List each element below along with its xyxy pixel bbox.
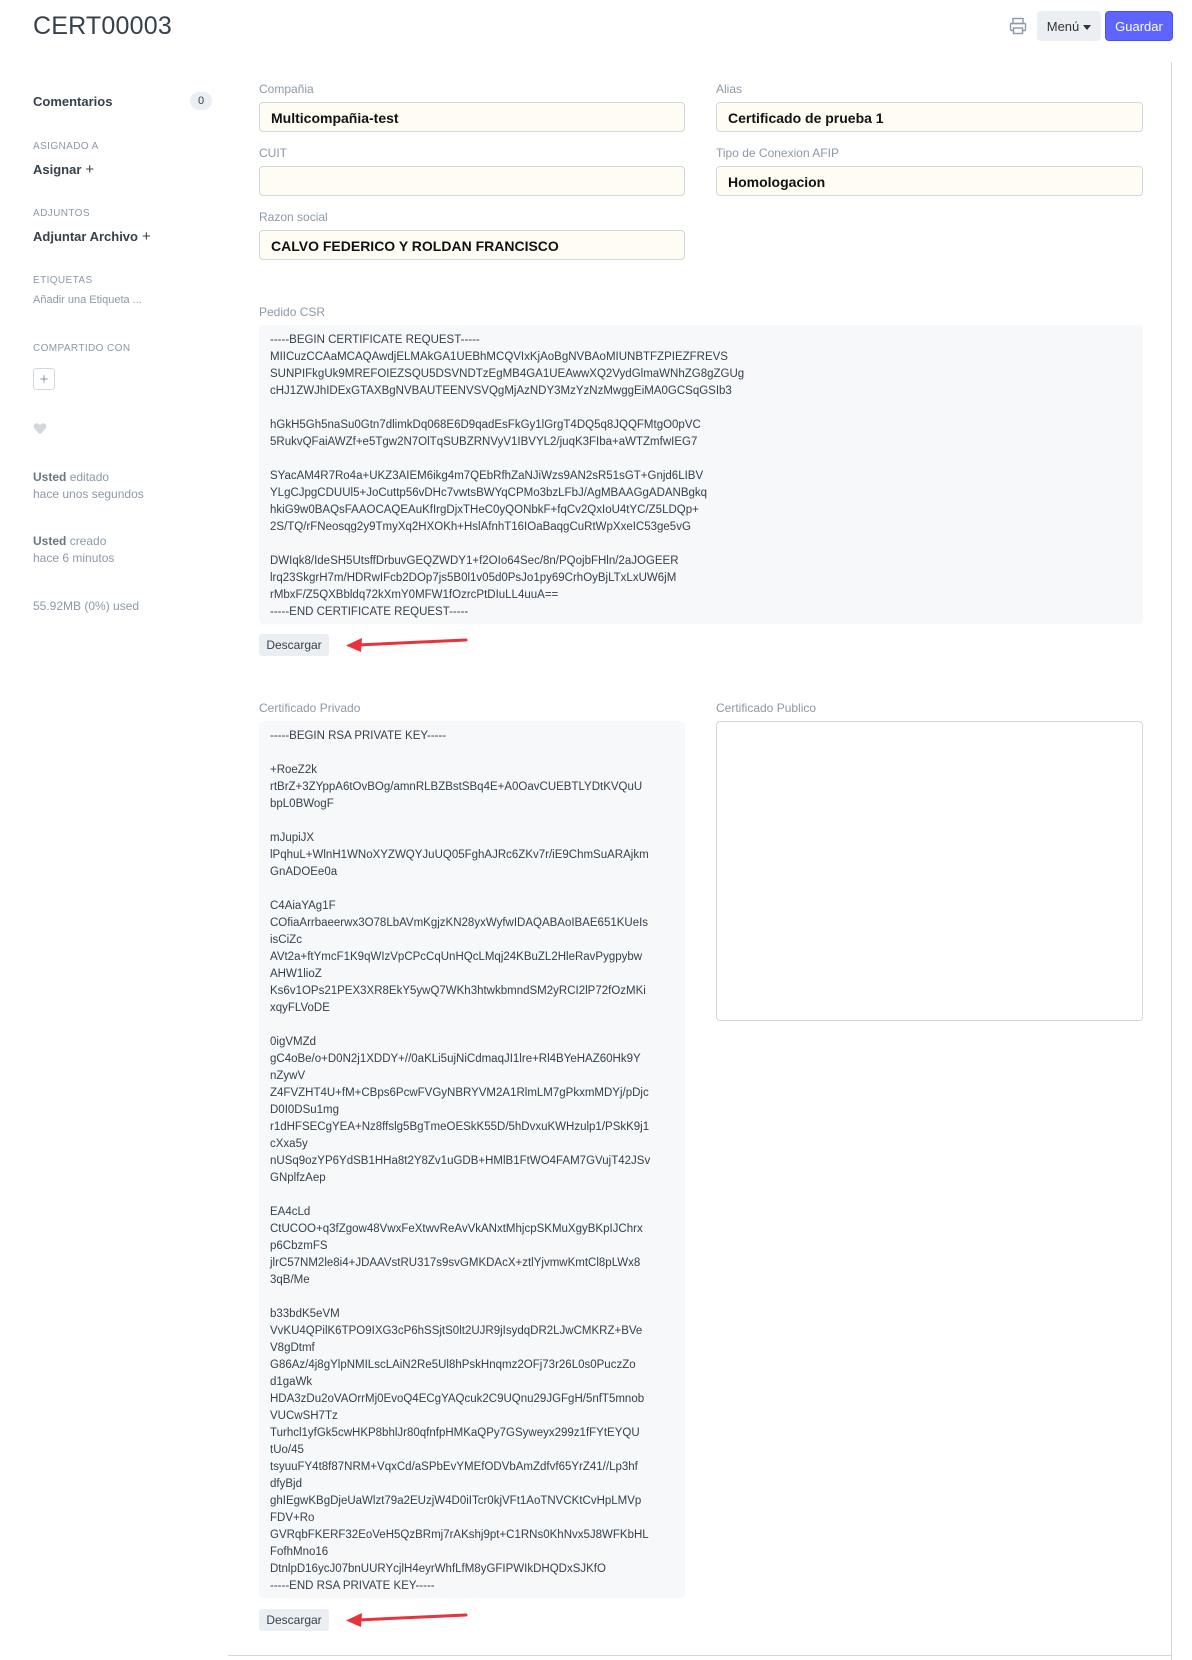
private-cert-text[interactable]: -----BEGIN RSA PRIVATE KEY----- +RoeZ2k rtBrZ+3ZYppA6tOvBOg/amnRLBZBstSBq4E+A0OavCUEBTLYDtKVQuU bpL0BWogF mJupiJX lPqhuL+WlnH1WNoXYZWQYJuUQ05FghAJRc6ZKv7r/iE9ChmSuARAjkm GnADOEe0a C4AiaYAg1F COfiaArrbaeerwx3O78LbAVmKgjzKN28yxWyfwIDAQABAoIBAE651KUeIs isCiZc AVt2a+ftYmcF1K9qWIzVpCPcCqUnHQcLMqj24KBuZL2HleRavPygpybw AHW1lioZ Ks6v1OPs21PEX3XR8EkY5ywQ7WKh3htwkbmndSM2yRCI2lP72fOzMKi xqyFLVoDE 0igVMZd gC4oBe/o+D0N2j1XDDY+//0aKLi5ujNiCdmaqJI1lre+Rl4BYeHAZ60Hk9Y nZywV Z4FVZHT4U+fM+CBps6PcwFVGyNBRYVM2A1RlmLM7gPkxmMDYj/pDjc D0I0DSu1mg r1dHFSECgYEA+Nz8ffslg5BgTmeOESkK55D/5hDvxuKWHzulp1/PSkK9j1 cXxa5y nUSq9ozYP6YdSB1HHa8t2Y8Zv1uGDB+HMlB1FtWO4FAM7GVujT42JSv GNplfzAep EA4cLd CtUCOO+q3fZgow48VwxFeXtwvReAvVkANxtMhjcpSKMuXgyBKpIJChrx p6CbzmFS jlrC57NM2le8i4+JDAAVstRU317s9svGMKDAcX+ztlYjvmwKmtCl8pLWx8 3qB/Me b33bdK5eVM VvKU4QPilK6TPO9IXG3cP6hSSjtS0lt2UJR9jIsydqDR2LJwCMKRZ+BVe V8gDtmf G86Az/4j8gYlpNMILscLAiN2Re5Ul8hPskHnqmz2OFj73r26L0s0PuczZo d1gaWk HDA3zDu2oVAOrrMj0EvoQ4ECgYAQcuk2C9UQnu29JGFgH/5nfT5mnob VUCwSH7Tz Turhcl1yfGk5cwHKP8bhlJr80qfnfpHMKaQPy7GSyweyx299z1fFYtEYQU tUo/45 tsyuuFY4t8f87NRM+VqxCd/aSPbEvYMEfODVbAmZdfvf65YrZ41//Lp3hf dfyBjd ghIEgwKBgDjeUaWlzt79a2EUzjW4D0iITcr0kjVFt1AoTNVCKtCvHpLMVp FDV+Ro GVRqbFKERF32EoVeH5QzBRmj7rAKshj9pt+C1RNs0KhNvx5J8WFKbHL FofhMno16 DtnlpD16ycJ07bnUURYcjlH4eyrWhfLfM8yGFIPWIkDHQDxSJKfO -----END RSA PRIVATE KEY----- bbox=[259, 721, 685, 1598]
attach-file-button[interactable] bbox=[33, 228, 151, 245]
razon-social-label: Razon social bbox=[259, 210, 328, 224]
content-border-right bbox=[1171, 62, 1172, 1660]
csr-text[interactable]: -----BEGIN CERTIFICATE REQUEST----- MIICuzCCAaMCAQAwdjELMAkGA1UEBhMCQVIxKjAoBgNVBAoMIUNBTFZPIEZFREVS SUNPIFkgUk9MREFOIEZSQU5DSVNDTzEgMB4GA1UEAwwXQ2VydGlmaWNhZG8gZGUg cHJ1ZWJhIDExGTAXBgNVBAUTEENVSVQgMjAzNDY3MzYzNzMwggEiMA0GCSqGSIb3 hGkH5Gh5naSu0Gtn7dlimkDq068E6D9qadEsFkGy1lGrgT4DQ5q8JQQFMtgO0pVC 5RukvQFaiAWZf+e5Tgw2N7OlTqSUBZRNVyV1IBVYL2/juqK3FIba+aWTZmfwIEG7 SYacAM4R7Ro4a+UKZ3AIEM6ikg4m7QEbRfhZaNJiWzs9AN2sR51sGT+Gnjd6LIBV YLgCJpgCDUUl5+JoCuttp56vDHc7vwtsBWYqCPMo3bzLFbJ/AgMBAAGgADANBgkq hkiG9w0BAQsFAAOCAQEAuKfIrgDjxTHeC0yQONbkF+fqCv2QxIoU4tYC/Z5LDQp+ 2S/TQ/rFNeosqg2y9TmyXq2HXOKh+HslAfnhT16IOaBaqgCuRtWpXxeIC53ge5vG DWIqk8/IdeSH5UtsffDrbuvGEQZWDY1+f2OIo64Sec/8n/PQojbFHln/2aJOGEER lrq23SkgrH7m/HDRwIFcb2DOp7js5B0l1v05d0PsJo1py69CrhOyBjLTxLxUW6jM rMbxF/Z5QXBbldq72kXmY0MFW1fOzrcPtDIuLL4uuA== -----END CERTIFICATE REQUEST----- bbox=[259, 325, 1143, 624]
edited-text: editado bbox=[69, 470, 110, 484]
page-title: CERT00003 bbox=[33, 12, 172, 40]
edited-activity bbox=[33, 469, 144, 503]
download-private-button[interactable]: Descargar bbox=[259, 1609, 329, 1631]
private-cert-label: Certificado Privado bbox=[259, 701, 361, 715]
razon-social-field[interactable]: CALVO FEDERICO Y ROLDAN FRANCISCO bbox=[259, 230, 685, 260]
arrow-annotation-icon bbox=[344, 634, 468, 654]
menu-button-label: Menú bbox=[1046, 18, 1080, 34]
assign-button[interactable] bbox=[33, 161, 94, 178]
content-border-bottom bbox=[228, 1655, 1172, 1656]
caret-down-icon bbox=[1083, 25, 1091, 30]
print-icon[interactable] bbox=[1008, 16, 1028, 36]
heart-icon[interactable] bbox=[33, 422, 47, 435]
attach-file-label: Adjuntar Archivo bbox=[33, 229, 138, 244]
plus-icon: + bbox=[141, 228, 151, 245]
connection-type-label: Tipo de Conexion AFIP bbox=[716, 146, 839, 160]
created-time: hace 6 minutos bbox=[33, 551, 115, 565]
edited-user: Usted bbox=[33, 470, 67, 484]
tags-heading: ETIQUETAS bbox=[33, 275, 93, 286]
created-text: creado bbox=[69, 534, 107, 548]
public-cert-text[interactable] bbox=[716, 721, 1143, 1021]
comments-count-badge: 0 bbox=[190, 92, 212, 110]
plus-icon: + bbox=[85, 161, 95, 178]
csr-label: Pedido CSR bbox=[259, 305, 326, 319]
assigned-heading: ASIGNADO A bbox=[33, 141, 99, 152]
company-field[interactable]: Multicompañia-test bbox=[259, 102, 685, 132]
created-user: Usted bbox=[33, 534, 67, 548]
download-csr-button[interactable]: Descargar bbox=[259, 634, 329, 656]
shared-heading: COMPARTIDO CON bbox=[33, 343, 131, 354]
menu-dropdown-button[interactable] bbox=[1037, 11, 1101, 41]
alias-field[interactable]: Certificado de prueba 1 bbox=[716, 102, 1143, 132]
plus-icon: + bbox=[39, 370, 49, 388]
company-label: Compañia bbox=[259, 82, 314, 96]
save-button[interactable]: Guardar bbox=[1105, 11, 1173, 41]
assign-label: Asignar bbox=[33, 162, 82, 177]
public-cert-label: Certificado Publico bbox=[716, 701, 817, 715]
storage-usage: 55.92MB (0%) used bbox=[33, 599, 140, 613]
created-activity bbox=[33, 533, 114, 567]
arrow-annotation-icon bbox=[344, 1609, 468, 1629]
cuit-label: CUIT bbox=[259, 146, 287, 160]
edited-time: hace unos segundos bbox=[33, 487, 144, 501]
cuit-field[interactable] bbox=[259, 166, 685, 196]
connection-type-field[interactable]: Homologacion bbox=[716, 166, 1143, 196]
alias-label: Alias bbox=[716, 82, 743, 96]
add-tag-input[interactable]: Añadir una Etiqueta ... bbox=[33, 294, 142, 306]
comments-link[interactable]: Comentarios bbox=[33, 94, 113, 109]
attachments-heading: ADJUNTOS bbox=[33, 208, 90, 219]
add-share-button[interactable] bbox=[33, 368, 55, 390]
